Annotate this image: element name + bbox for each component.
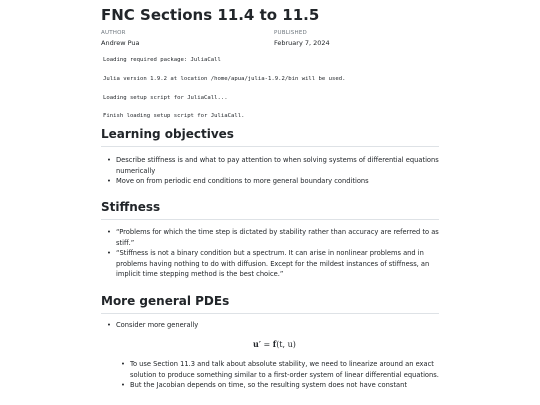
author-block xyxy=(101,30,140,47)
learning-objectives-list xyxy=(101,155,441,187)
code-output-line: Loading required package: JuliaCall xyxy=(103,57,221,63)
equation-args: (t, u) xyxy=(276,340,296,349)
page-title: FNC Sections 11.4 to 11.5 xyxy=(101,6,320,24)
equation-equals: = xyxy=(263,340,271,349)
general-pdes-list xyxy=(101,320,441,331)
section-heading-stiffness: Stiffness xyxy=(101,200,161,214)
equation-lhs: u′ xyxy=(253,339,261,349)
code-output-line: Finish loading setup script for JuliaCall. xyxy=(103,113,245,119)
list-item: • But the Jacobian depends on time, so the resulting system does not have constant xyxy=(101,380,441,391)
list-item: • “Problems for which the time step is dictated by stability rather than accuracy are referred to as stiff.” xyxy=(101,227,441,248)
code-output-line: Loading setup script for JuliaCall... xyxy=(103,95,228,101)
section-divider xyxy=(101,313,439,314)
display-equation xyxy=(253,339,296,349)
section-divider xyxy=(101,146,439,147)
general-pdes-sublist xyxy=(101,359,441,391)
equation-function: f xyxy=(272,339,277,349)
list-item: • “Stiffness is not a binary condition but a spectrum. It can arise in nonlinear problems and in problems having nothing to do with diffusion. Except for the mildest instances of stiffness, an implicit time stepping method is the best choice.” xyxy=(101,248,441,280)
author-name: Andrew Pua xyxy=(101,39,140,47)
list-item: • Consider more generally xyxy=(101,320,441,331)
list-item: • Move on from periodic end conditions to more general boundary conditions xyxy=(101,176,441,187)
list-item: • To use Section 11.3 and talk about absolute stability, we need to linearize around an exact solution to produce something similar to a first-order system of linear differential equations. xyxy=(101,359,441,380)
list-item: • Describe stiffness is and what to pay attention to when solving systems of differential equations numerically xyxy=(101,155,441,176)
published-date: February 7, 2024 xyxy=(274,39,330,47)
section-heading-learning-objectives: Learning objectives xyxy=(101,127,234,141)
author-label: AUTHOR xyxy=(101,30,126,36)
section-divider xyxy=(101,219,439,220)
published-label: PUBLISHED xyxy=(274,30,307,36)
published-block xyxy=(274,30,330,47)
stiffness-list xyxy=(101,227,441,280)
code-output-line: Julia version 1.9.2 at location /home/apua/julia-1.9.2/bin will be used. xyxy=(103,76,346,82)
section-heading-more-general-pdes: More general PDEs xyxy=(101,294,230,308)
